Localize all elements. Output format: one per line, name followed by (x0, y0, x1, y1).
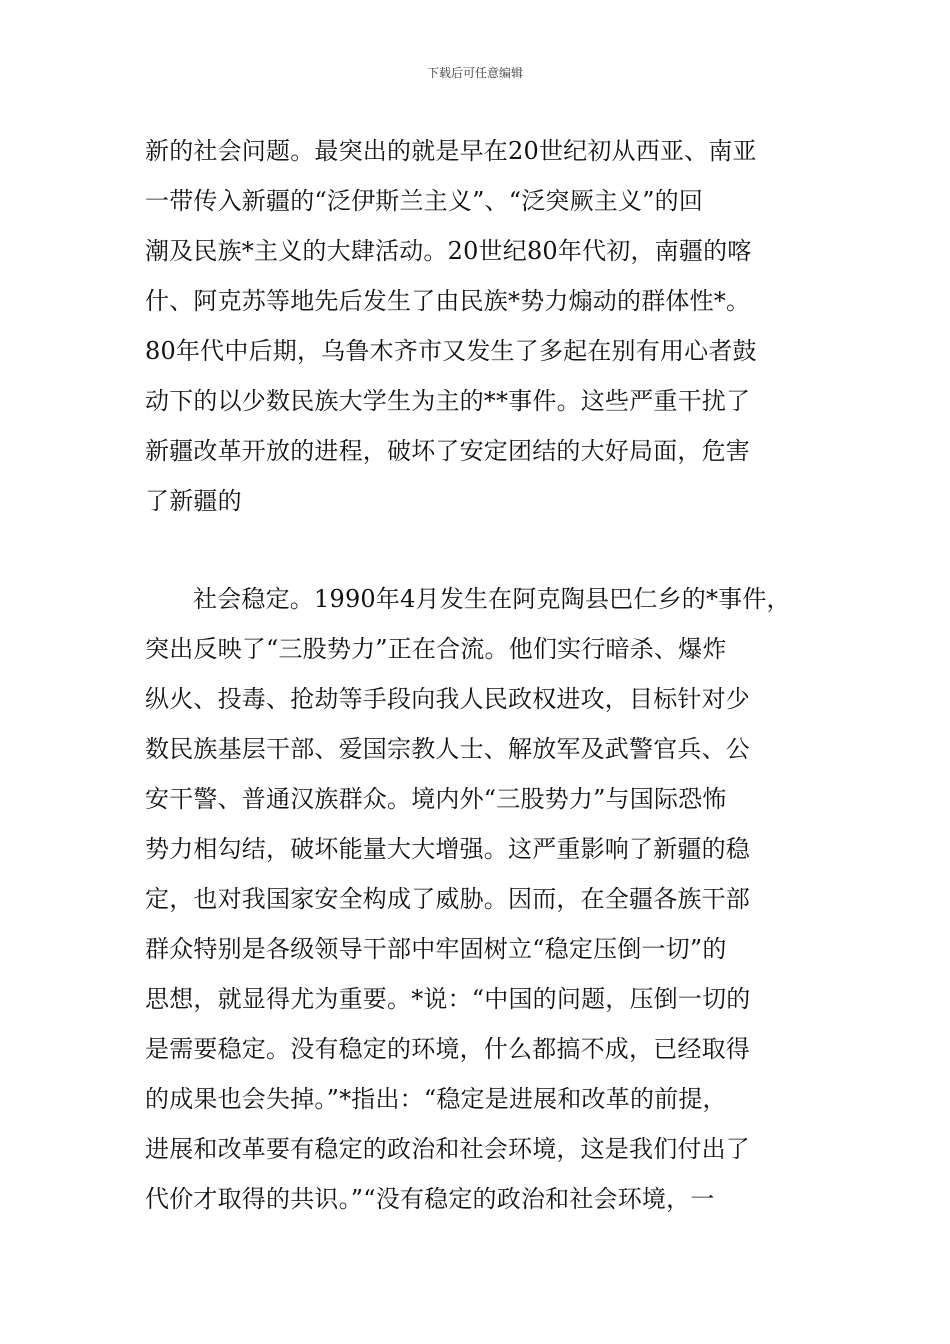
text-line: 定，也对我国家安全构成了威胁。因而，在全疆各族干部 (145, 885, 750, 913)
text-line: 纵火、投毒、抢劫等手段向我人民政权进攻，目标针对少 (145, 685, 750, 713)
text-line: 什、阿克苏等地先后发生了由民族*势力煽动的群体性*。 (145, 287, 751, 315)
page-header: 下载后可任意编辑 (426, 66, 523, 80)
text-line: 是需要稳定。没有稳定的环境，什么都搞不成，已经取得 (145, 1035, 750, 1063)
text-line: 群众特别是各级领导干部中牢固树立“稳定压倒一切”的 (145, 935, 727, 963)
text-line: 思想，就显得尤为重要。*说：“中国的问题，压倒一切的 (145, 985, 751, 1013)
text-line: 新的社会问题。最突出的就是早在20世纪初从西亚、南亚 (145, 137, 757, 165)
text-line: 了新疆的 (145, 487, 242, 515)
text-line: 代价才取得的共识。”“没有稳定的政治和社会环境，一 (145, 1185, 715, 1213)
text-line: 突出反映了“三股势力”正在合流。他们实行暗杀、爆炸 (145, 635, 727, 663)
text-line: 潮及民族*主义的大肆活动。20世纪80年代初，南疆的喀 (145, 237, 752, 265)
text-line: 数民族基层干部、爱国宗教人士、解放军及武警官兵、公 (145, 735, 750, 763)
text-line: 进展和改革要有稳定的政治和社会环境，这是我们付出了 (145, 1135, 750, 1163)
text-line: 一带传入新疆的“泛伊斯兰主义”、“泛突厥主义”的回 (145, 187, 704, 215)
text-line: 80年代中后期，乌鲁木齐市又发生了多起在别有用心者鼓 (145, 337, 757, 365)
text-line: 社会稳定。1990年4月发生在阿克陶县巴仁乡的*事件， (193, 585, 791, 613)
text-line: 势力相勾结，破坏能量大大增强。这严重影响了新疆的稳 (145, 835, 750, 863)
text-line: 的成果也会失掉。”*指出：“稳定是进展和改革的前提， (145, 1085, 727, 1113)
text-line: 安干警、普通汉族群众。境内外“三股势力”与国际恐怖 (145, 785, 727, 813)
text-line: 动下的以少数民族大学生为主的**事件。这些严重干扰了 (145, 387, 751, 415)
text-line: 新疆改革开放的进程，破坏了安定团结的大好局面，危害 (145, 437, 750, 465)
